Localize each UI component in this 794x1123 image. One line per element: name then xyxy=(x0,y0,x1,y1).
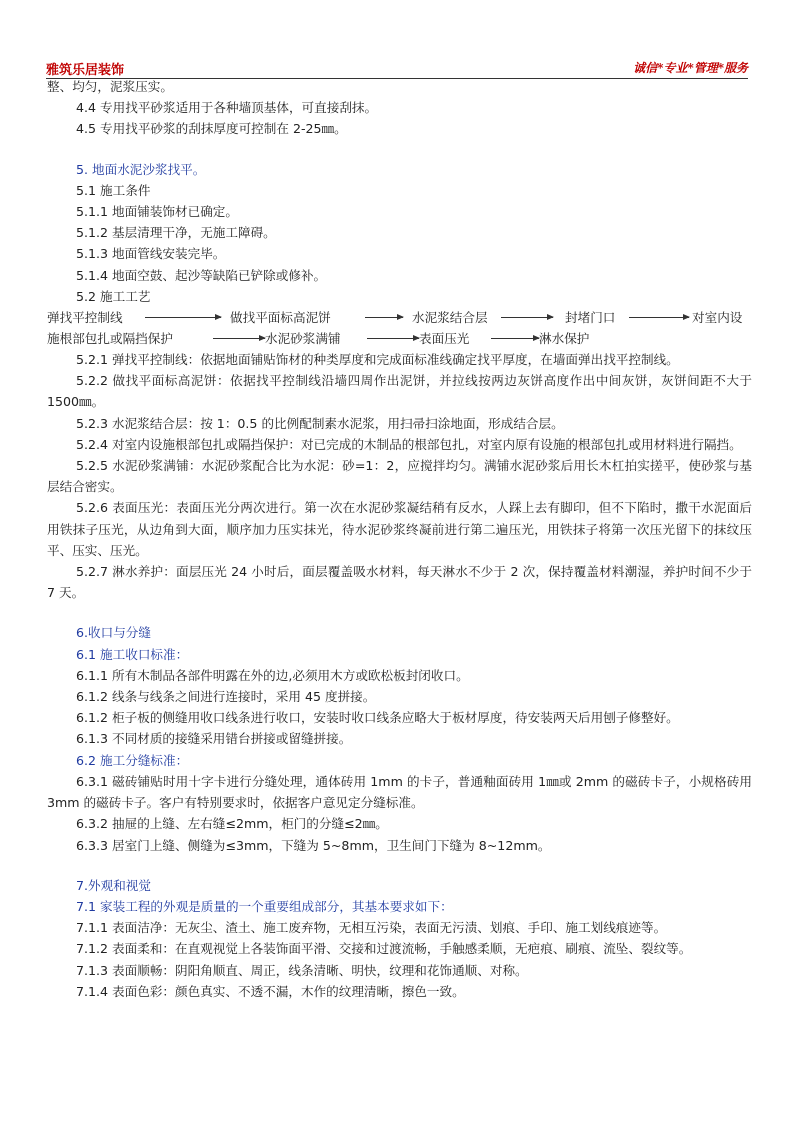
text-line: 5.2 施工工艺 xyxy=(76,288,151,304)
paragraph: 5.2.4 对室内设施根部包扎或隔挡保护：对已完成的木制品的根部包扎，对室内原有设施的根部包扎或用材料进行隔挡。 xyxy=(76,436,742,452)
paragraph: 5.2.1 弹找平控制线：依据地面铺贴饰材的种类厚度和完成面标准线确定找平厚度，在墙面弹出找平控制线。 xyxy=(76,352,679,368)
text-line: 6.3.3 居室门上缝、侧缝为≤3mm，下缝为 5~8mm，卫生间门下缝为 8~12mm。 xyxy=(76,837,551,853)
text-line: 6.1.3 不同材质的接缝采用错台拼接或留缝拼接。 xyxy=(76,731,352,747)
text-line: 5.1.3 地面管线安装完毕。 xyxy=(76,246,226,262)
slogan: 诚信*专业*管理*服务 xyxy=(633,61,748,75)
text-line: 整、均匀，泥浆压实。 xyxy=(47,79,173,94)
arrow-icon xyxy=(213,338,265,339)
arrow-icon xyxy=(501,317,553,318)
document-body xyxy=(47,76,752,1002)
subsection-heading: 6.1 施工收口标准： xyxy=(76,646,189,662)
subsection-heading: 7.1 家装工程的外观是质量的一个重要组成部分，其基本要求如下： xyxy=(76,898,453,914)
arrow-icon xyxy=(365,317,403,318)
text-line: 7.1.1 表面洁净：无灰尘、渣土、施工废弃物，无相互污染，表面无污渍、划痕、手印、施工划线痕迹等。 xyxy=(76,920,667,936)
text-line: 7.1.2 表面柔和：在直观视觉上各装饰面平滑、交接和过渡流畅，手触感柔顺，无疤痕、刷痕、流坠、裂纹等。 xyxy=(76,941,692,957)
flow-step: 水泥砂浆满铺 xyxy=(265,331,341,347)
paragraph: 5.2.6 表面压光：表面压光分两次进行。第一次在水泥砂浆凝结稍有反水，人踩上去有脚印，但不下陷时，撒干水泥面后用铁抹子压光，从边角到大面，顺序加力压实抹光，待水泥砂浆终凝前进行第二遍压光，用铁抹子将第一次压光留下的抹纹压平、压实、压光。 xyxy=(47,500,752,558)
text-line: 6.1.1 所有木制品各部件明露在外的边,必须用木方或欧松板封闭收口。 xyxy=(76,667,469,683)
flow-step: 水泥浆结合层 xyxy=(412,310,488,326)
paragraph: 5.2.3 水泥浆结合层：按 1：0.5 的比例配制素水泥浆，用扫帚扫涂地面，形成结合层。 xyxy=(76,415,564,431)
paragraph: 5.2.2 做找平面标高泥饼：依据找平控制线沿墙四周作出泥饼，并拉线按两边灰饼高度作出中间灰饼，灰饼间距不大于 1500㎜。 xyxy=(47,373,752,410)
text-line: 5.1.4 地面空鼓、起沙等缺陷已铲除或修补。 xyxy=(76,267,327,283)
text-line: 5.1.2 基层清理干净，无施工障碍。 xyxy=(76,225,276,241)
text-line: 6.1.2 线条与线条之间进行连接时，采用 45 度拼接。 xyxy=(76,689,376,705)
flow-step: 表面压光 xyxy=(419,331,470,347)
subsection-heading: 6.2 施工分缝标准： xyxy=(76,752,189,768)
text-line: 6.1.2 柜子板的侧缝用收口线条进行收口，安装时收口线条应略大于板材厚度，待安装两天后用刨子修整好。 xyxy=(76,710,679,726)
flow-step: 淋水保护 xyxy=(539,331,590,347)
section-heading: 6.收口与分缝 xyxy=(76,625,151,641)
paragraph: 5.2.7 淋水养护：面层压光 24 小时后，面层覆盖吸水材料，每天淋水不少于 2 次，保持覆盖材料潮湿，养护时间不少于 7 天。 xyxy=(47,564,752,601)
arrow-icon xyxy=(491,338,539,339)
text-line: 5.1.1 地面铺装饰材已确定。 xyxy=(76,204,238,220)
flow-step: 做找平面标高泥饼 xyxy=(230,310,331,326)
company-name: 雅筑乐居装饰 xyxy=(46,63,125,78)
text-line: 7.1.4 表面色彩：颜色真实、不透不漏，木作的纹理清晰，擦色一致。 xyxy=(76,983,465,999)
paragraph: 6.3.1 磁砖铺贴时用十字卡进行分缝处理，通体砖用 1mm 的卡子，普通釉面砖用 1㎜或 2mm 的磁砖卡子，小规格砖用 3mm 的磁砖卡子。客户有特别要求时，依据客户意见定分缝标准。 xyxy=(47,773,752,811)
text-line: 5.1 施工条件 xyxy=(76,182,151,198)
flow-step: 对室内设 xyxy=(692,310,743,326)
process-flow-row-2 xyxy=(47,328,752,349)
arrow-icon xyxy=(367,338,419,339)
section-heading: 5. 地面水泥沙浆找平。 xyxy=(76,161,206,177)
text-line: 4.4 专用找平砂浆适用于各种墙顶基体，可直接刮抹。 xyxy=(76,100,378,116)
section-heading: 7.外观和视觉 xyxy=(76,877,151,893)
flow-step: 封堵门口 xyxy=(565,310,616,326)
paragraph: 5.2.5 水泥砂浆满铺：水泥砂浆配合比为水泥：砂=1：2，应搅拌均匀。满铺水泥砂浆后用长木杠拍实搓平，使砂浆与基层结合密实。 xyxy=(47,458,752,495)
text-line: 6.3.2 抽屉的上缝、左右缝≤2mm，柜门的分缝≤2㎜。 xyxy=(76,816,388,832)
arrow-icon xyxy=(145,317,221,318)
process-flow-row-1 xyxy=(47,307,752,328)
arrow-icon xyxy=(629,317,689,318)
text-line: 7.1.3 表面顺畅：阴阳角顺直、周正，线条清晰、明快，纹理和花饰通顺、对称。 xyxy=(76,962,528,978)
flow-step: 施根部包扎或隔挡保护 xyxy=(47,331,173,347)
flow-step: 弹找平控制线 xyxy=(47,310,123,326)
text-line: 4.5 专用找平砂浆的刮抹厚度可控制在 2-25㎜。 xyxy=(76,121,347,137)
